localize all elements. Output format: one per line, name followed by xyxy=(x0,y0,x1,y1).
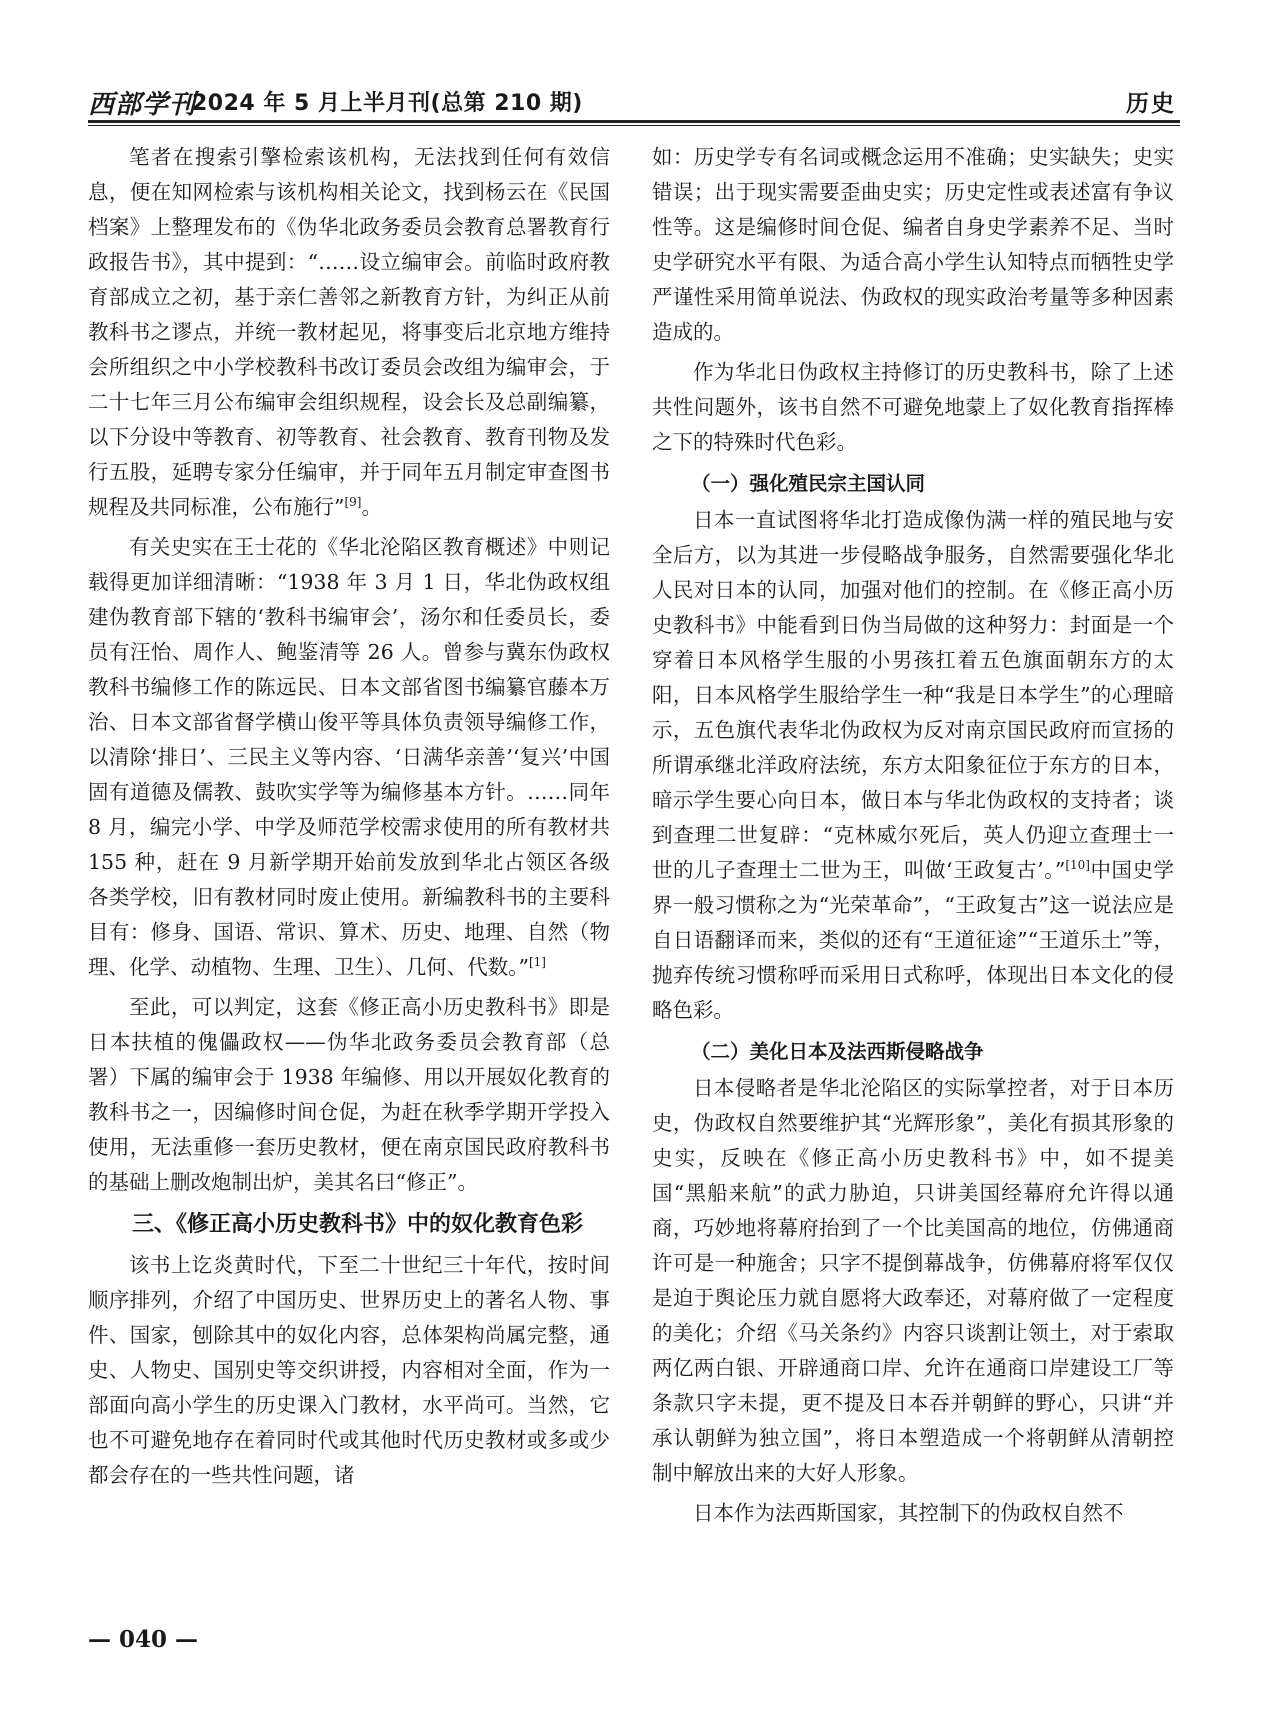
header-rule-thin xyxy=(88,125,1180,126)
running-header xyxy=(88,82,1180,118)
citation: [10] xyxy=(1065,858,1090,873)
paragraph: 如：历史学专有名词或概念运用不准确；史实缺失；史实错误；出于现实需要歪曲史实；历史定性或表述富有争议性等。这是编修时间仓促、编者自身史学素养不足、当时史学研究水平有限、为适合高小学生认知特点而牺牲史学严谨性采用简单说法、伪政权的现实政治考量等多种因素造成的。 xyxy=(652,145,1174,344)
left-column xyxy=(88,140,610,1590)
issue-info: 2024 年 5 月上半月刊(总第 210 期) xyxy=(192,91,583,116)
section-heading: 三、《修正高小历史教科书》中的奴化教育色彩 xyxy=(132,1212,584,1237)
paragraph xyxy=(88,530,610,985)
citation: [1] xyxy=(528,955,546,970)
subsection-heading: （二）美化日本及法西斯侵略战争 xyxy=(691,1040,984,1063)
paragraph: 日本作为法西斯国家，其控制下的伪政权自然不 xyxy=(693,1501,1124,1525)
citation: [9] xyxy=(344,495,362,510)
page-number: — 040 — xyxy=(88,1626,199,1653)
paragraph-text: 中国史学界一般习惯称之为“光荣革命”，“王政复古”这一说法应是自日语翻译而来，类似的还有“王道征途”“王道乐土”等，抛弃传统习惯称呼而采用日式称呼，体现出日本文化的侵略色彩。 xyxy=(652,858,1174,1022)
paragraph: 至此，可以判定，这套《修正高小历史教科书》即是日本扶植的傀儡政权——伪华北政务委员会教育部（总署）下属的编审会于 1938 年编修、用以开展奴化教育的教科书之一，因编修时间仓促，为赶在秋季学期开学投入使用，无法重修一套历史教材，便在南京国民政府教科书的基础上删改炮制出炉，美其名曰“修正”。 xyxy=(88,995,610,1194)
right-column xyxy=(652,140,1174,1610)
subsection-heading: （一）强化殖民宗主国认同 xyxy=(691,472,926,495)
paragraph: 日本侵略者是华北沦陷区的实际掌控者，对于日本历史，伪政权自然要维护其“光辉形象”，美化有损其形象的史实，反映在《修正高小历史教科书》中，如不提美国“黑船来航”的武力胁迫，只讲美国经幕府允许得以通商，巧妙地将幕府抬到了一个比美国高的地位，仿佛通商许可是一种施舍；只字不提倒幕战争，仿佛幕府将军仅仅是迫于舆论压力就自愿将大政奉还，对幕府做了一定程度的美化；介绍《马关条约》内容只谈割让领土，对于索取两亿两白银、开辟通商口岸、允许在通商口岸建设工厂等条款只字未提，更不提及日本吞并朝鲜的野心，只讲“并承认朝鲜为独立国”，将日本塑造成一个将朝鲜从清朝控制中解放出来的大好人形象。 xyxy=(652,1076,1174,1485)
paragraph: 该书上讫炎黄时代，下至二十世纪三十年代，按时间顺序排列，介绍了中国历史、世界历史上的著名人物、事件、国家，刨除其中的奴化内容，总体架构尚属完整，通史、人物史、国别史等交织讲授，内容相对全面，作为一部面向高小学生的历史课入门教材，水平尚可。当然，它也不可避免地存在着同时代或其他时代历史教材或多或少都会存在的一些共性问题，诸 xyxy=(88,1253,610,1487)
paragraph xyxy=(88,140,610,525)
paragraph-text: 笔者在搜索引擎检索该机构，无法找到任何有效信息，便在知网检索与该机构相关论文，找到杨云在《民国档案》上整理发布的《伪华北政务委员会教育总署教育行政报告书》，其中提到：“……设立编审会。前临时政府教育部成立之初，基于亲仁善邻之新教育方针，为纠正从前教科书之谬点，并统一教材起见，将事变后北京地方维持会所组织之中小学校教科书改订委员会改组为编审会，于二十七年三月公布编审会组织规程，设会长及总副编纂，以下分设中等教育、初等教育、社会教育、教育刊物及发行五股，延聘专家分任编审，并于同年五月制定审查图书规程及共同标准，公布施行” xyxy=(88,145,610,519)
journal-logo: 西部学刊 xyxy=(88,90,197,120)
paragraph-text: 有关史实在王士花的《华北沦陷区教育概述》中则记载得更加详细清晰：“1938 年 3 月 1 日，华北伪政权组建伪教育部下辖的‘教科书编审会’，汤尔和任委员长，委员有汪怡、周作人、鲍鉴清等 26 人。曾参与冀东伪政权教科书编修工作的陈远民、日本文部省图书编纂官藤本万治、日本文部省督学横山俊平等具体负责领导编修工作，以清除‘排日’、三民主义等内容、‘日满华亲善’‘复兴’中国固有道德及儒教、鼓吹实学等为编修基本方针。……同年 8 月，编完小学、中学及师范学校需求使用的所有教材共 155 种，赶在 9 月新学期开始前发放到华北占领区各级各类学校，旧有教材同时废止使用。新编教科书的主要科目有：修身、国语、常识、算术、历史、地理、自然（物理、化学、动植物、生理、卫生）、几何、代数。” xyxy=(88,535,610,979)
paragraph xyxy=(652,503,1174,1028)
paragraph-text: 。 xyxy=(361,495,382,519)
header-rule xyxy=(88,120,1180,123)
paragraph: 作为华北日伪政权主持修订的历史教科书，除了上述共性问题外，该书自然不可避免地蒙上了奴化教育指挥棒之下的特殊时代色彩。 xyxy=(652,360,1174,454)
section-label: 历史 xyxy=(1126,91,1176,117)
paragraph-text: 日本一直试图将华北打造成像伪满一样的殖民地与安全后方，以为其进一步侵略战争服务，自然需要强化华北人民对日本的认同，加强对他们的控制。在《修正高小历史教科书》中能看到日伪当局做的这种努力：封面是一个穿着日本风格学生服的小男孩扛着五色旗面朝东方的太阳，日本风格学生服给学生一种“我是日本学生”的心理暗示，五色旗代表华北伪政权为反对南京国民政府而宣扬的所谓承继北洋政府法统，东方太阳象征位于东方的日本，暗示学生要心向日本，做日本与华北伪政权的支持者；谈到查理二世复辟：“克林威尔死后，英人仍迎立查理士一世的儿子查理士二世为王，叫做‘王政复古’。” xyxy=(652,508,1174,882)
